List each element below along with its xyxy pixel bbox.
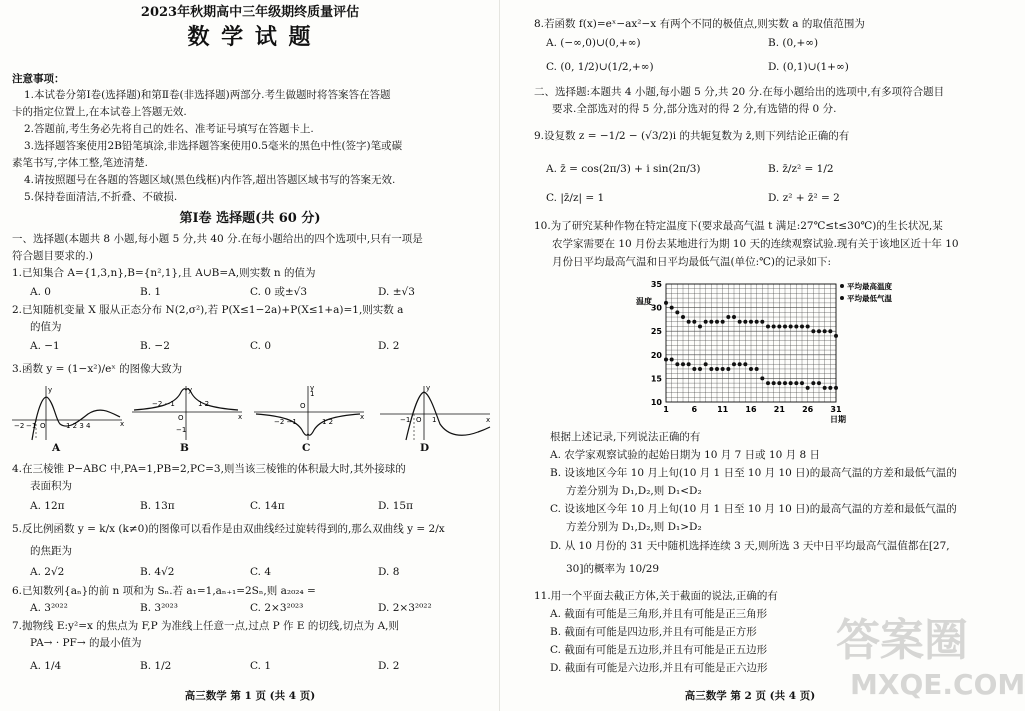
max-temp-point bbox=[755, 320, 759, 324]
q7-option-b: B. 1/2 bbox=[140, 660, 172, 672]
max-temp-point bbox=[783, 324, 787, 328]
q3-label-a: A bbox=[52, 442, 61, 454]
min-temp-point bbox=[715, 367, 719, 371]
q8-option-d: D. (0,1)∪(1+∞) bbox=[768, 61, 849, 73]
q5-option-c: C. 4 bbox=[250, 566, 272, 578]
q3-graph-c bbox=[252, 384, 367, 442]
svg-text:x: x bbox=[360, 413, 365, 421]
min-temp-point bbox=[692, 367, 696, 371]
min-temp-point bbox=[709, 367, 713, 371]
x-tick-label: 16 bbox=[745, 405, 757, 414]
q8-option-a: A. (−∞,0)∪(0,+∞) bbox=[546, 37, 641, 49]
x-tick-label: 6 bbox=[691, 405, 698, 414]
q5-stem-cont: 的焦距为 bbox=[30, 545, 72, 557]
x-axis-label: 日期 bbox=[830, 415, 846, 424]
min-temp-point bbox=[806, 386, 810, 390]
q6-option-d: D. 2×3²⁰²² bbox=[378, 602, 432, 614]
max-temp-point bbox=[760, 320, 764, 324]
svg-text:O: O bbox=[300, 402, 306, 410]
legend-marker bbox=[840, 296, 844, 300]
min-temp-point bbox=[675, 362, 679, 366]
note-5: 5.保持卷面清洁,不折叠、不破损. bbox=[24, 191, 178, 203]
x-tick-label: 21 bbox=[773, 405, 785, 414]
q8-option-c: C. (0, 1/2)∪(1/2,+∞) bbox=[546, 61, 654, 73]
min-temp-point bbox=[834, 386, 838, 390]
svg-text:−1: −1 bbox=[26, 422, 37, 430]
q11-option-a: A. 截面有可能是三角形,并且有可能是正三角形 bbox=[550, 608, 768, 620]
q1-option-d: D. ±√3 bbox=[378, 286, 415, 298]
svg-text:1 2: 1 2 bbox=[198, 400, 210, 408]
page-title: 数 学 试 题 bbox=[187, 24, 313, 50]
min-temp-point bbox=[817, 381, 821, 385]
q2-option-b: B. −2 bbox=[140, 340, 170, 352]
q7-stem-cont: PA→ · PF→ 的最小值为 bbox=[30, 637, 142, 649]
min-temp-point bbox=[794, 381, 798, 385]
page-2 bbox=[500, 0, 1025, 711]
q1-option-c: C. 0 或±√3 bbox=[250, 286, 308, 298]
min-temp-point bbox=[811, 381, 815, 385]
max-temp-point bbox=[811, 329, 815, 333]
x-tick-label: 11 bbox=[717, 405, 729, 414]
min-temp-point bbox=[823, 386, 827, 390]
q10-prompt: 根据上述记录,下列说法正确的有 bbox=[550, 431, 701, 443]
min-temp-point bbox=[749, 367, 753, 371]
legend-marker bbox=[840, 284, 844, 288]
min-temp-point bbox=[766, 381, 770, 385]
svg-text:y: y bbox=[426, 384, 431, 392]
q7-stem: 7.抛物线 E:y²=x 的焦点为 F,P 为准线上任意一点,过点 P 作 E 的切线,切点为 A,则 bbox=[12, 620, 399, 632]
legend-label: 平均最低气温 bbox=[847, 294, 892, 303]
max-temp-point bbox=[721, 320, 725, 324]
min-temp-point bbox=[721, 367, 725, 371]
min-temp-point bbox=[704, 362, 708, 366]
q2-option-d: D. 2 bbox=[378, 340, 400, 352]
page-1 bbox=[0, 0, 500, 711]
note-1b: 卡的指定位置上,在本试卷上答题无效. bbox=[12, 106, 187, 118]
max-temp-point bbox=[670, 306, 674, 310]
min-temp-point bbox=[664, 358, 668, 362]
note-1: 1.本试卷分第Ⅰ卷(选择题)和第Ⅱ卷(非选择题)两部分.考生做题时将答案答在答题 bbox=[24, 89, 391, 101]
q2-stem: 2.已知随机变量 X 服从正态分布 N(2,σ²),若 P(X≤1−2a)+P(X≤1+a)=1,则实数 a bbox=[12, 304, 404, 316]
max-temp-point bbox=[772, 324, 776, 328]
q3-stem: 3.函数 y = (1−x²)/eˣ 的图像大致为 bbox=[12, 363, 183, 375]
q10-option-c: C. 设该地区今年 10 月上旬(10 月 1 日至 10 月 10 日)的最高气温的方差和最低气温的 bbox=[550, 503, 957, 515]
q1-stem: 1.已知集合 A={1,3,n},B={n²,1},且 A∪B=A,则实数 n 的值为 bbox=[12, 267, 316, 279]
q10-option-a: A. 农学家观察试验的起始日期为 10 月 7 日或 10 月 8 日 bbox=[550, 449, 821, 461]
svg-text:−1: −1 bbox=[400, 416, 411, 424]
min-temp-point bbox=[828, 386, 832, 390]
q4-option-c: C. 14π bbox=[250, 500, 285, 512]
q3-graph-b bbox=[130, 384, 245, 442]
x-tick-label: 1 bbox=[663, 405, 669, 414]
q4-option-a: A. 12π bbox=[30, 500, 65, 512]
q6-option-b: B. 3²⁰²³ bbox=[140, 602, 178, 614]
svg-text:O: O bbox=[40, 422, 46, 430]
max-temp-point bbox=[777, 324, 781, 328]
watermark-logo: 答案圈 bbox=[836, 615, 968, 666]
q10-option-d: D. 从 10 月份的 31 天中随机选择连续 3 天,则所选 3 天中日平均最高气温值都在[27, bbox=[550, 540, 950, 552]
q3-label-b: B bbox=[180, 442, 189, 454]
q3-graph-d bbox=[378, 384, 493, 442]
max-temp-point bbox=[828, 329, 832, 333]
svg-text:1: 1 bbox=[310, 390, 315, 398]
q7-option-a: A. 1/4 bbox=[30, 660, 62, 672]
q5-stem: 5.反比例函数 y = k/x (k≠0)的图像可以看作是由双曲线经过旋转得到的,那么双曲线 y = 2/x bbox=[12, 523, 445, 535]
max-temp-point bbox=[817, 329, 821, 333]
q1-option-b: B. 1 bbox=[140, 286, 162, 298]
q11-option-b: B. 截面有可能是四边形,并且有可能是正方形 bbox=[550, 626, 757, 638]
min-temp-point bbox=[800, 381, 804, 385]
q6-option-c: C. 2×3²⁰²³ bbox=[250, 602, 304, 614]
sec2-line2: 要求.全部选对的得 5 分,部分选对的得 2 分,有选错的得 0 分. bbox=[552, 103, 837, 115]
q5-option-b: B. 4√2 bbox=[140, 566, 175, 578]
q4-option-d: D. 15π bbox=[378, 500, 413, 512]
min-temp-point bbox=[698, 367, 702, 371]
q6-stem: 6.已知数列{aₙ}的前 n 项和为 Sₙ.若 a₁=1,aₙ₊₁=2Sₙ,则 a₂₀₂₄ = bbox=[12, 585, 316, 597]
min-temp-point bbox=[687, 362, 691, 366]
note-3: 3.选择题答案使用2B铅笔填涂,非选择题答案使用0.5毫米的黑色中性(签字)笔或碳 bbox=[24, 140, 403, 152]
min-temp-point bbox=[738, 362, 742, 366]
sec2-line1: 二、选择题:本题共 4 小题,每小题 5 分,共 20 分.在每小题给出的选项中,有多项符合题目 bbox=[534, 86, 945, 98]
min-temp-point bbox=[743, 362, 747, 366]
q6-option-a: A. 3²⁰²² bbox=[30, 602, 68, 614]
q2-option-a: A. −1 bbox=[30, 340, 60, 352]
max-temp-point bbox=[834, 334, 838, 338]
q2-option-c: C. 0 bbox=[250, 340, 272, 352]
max-temp-point bbox=[766, 324, 770, 328]
y-axis-label: 温度 bbox=[636, 297, 652, 306]
y-tick-label: 25 bbox=[650, 327, 662, 337]
svg-text:O: O bbox=[416, 416, 422, 424]
svg-text:1 2: 1 2 bbox=[322, 418, 334, 426]
max-temp-point bbox=[794, 324, 798, 328]
watermark-url: MXQE.COM bbox=[850, 668, 1025, 701]
q9-option-d: D. z² + z̄² = 2 bbox=[768, 192, 840, 204]
sec1-line1: 一、选择题(本题共 8 小题,每小题 5 分,共 40 分.在每小题给出的四个选项中,只有一项是 bbox=[12, 233, 423, 245]
x-tick-label: 31 bbox=[830, 405, 842, 414]
note-2: 2.答题前,考生务必先将自己的姓名、准考证号填写在答题卡上. bbox=[24, 123, 314, 135]
q9-stem: 9.设复数 z = −1/2 − (√3/2)i 的共轭复数为 z̄,则下列结论正确的有 bbox=[534, 130, 850, 142]
y-tick-label: 10 bbox=[650, 398, 662, 407]
q8-stem: 8.若函数 f(x)=eˣ−ax²−x 有两个不同的极值点,则实数 a 的取值范围为 bbox=[534, 18, 865, 30]
max-temp-point bbox=[681, 315, 685, 319]
svg-text:x: x bbox=[238, 413, 243, 421]
q10-option-b-cont: 方差分别为 D₁,D₂,则 D₁<D₂ bbox=[566, 485, 702, 497]
svg-text:y: y bbox=[48, 386, 53, 394]
svg-text:−2: −2 bbox=[14, 422, 25, 430]
max-temp-point bbox=[806, 324, 810, 328]
max-temp-point bbox=[732, 315, 736, 319]
q5-option-a: A. 2√2 bbox=[30, 566, 65, 578]
svg-text:y: y bbox=[188, 386, 193, 394]
svg-text:1: 1 bbox=[432, 416, 437, 424]
footer-page-2: 高三数学 第 2 页 (共 4 页) bbox=[684, 690, 816, 702]
max-temp-point bbox=[709, 320, 713, 324]
q4-stem: 4.在三棱锥 P−ABC 中,PA=1,PB=2,PC=3,则当该三棱锥的体积最大时,其外接球的 bbox=[12, 463, 406, 475]
q11-option-c: C. 截面有可能是五边形,并且有可能是正五边形 bbox=[550, 644, 768, 656]
q4-stem-cont: 表面积为 bbox=[30, 480, 72, 492]
max-temp-point bbox=[743, 320, 747, 324]
q3-label-d: D bbox=[420, 442, 430, 454]
y-tick-label: 15 bbox=[650, 374, 662, 384]
q10-option-b: B. 设该地区今年 10 月上旬(10 月 1 日至 10 月 10 日)的最高气温的方差和最低气温的 bbox=[550, 467, 957, 479]
note-3b: 素笔书写,字体工整,笔迹清楚. bbox=[12, 157, 149, 169]
min-temp-point bbox=[789, 381, 793, 385]
legend-label: 平均最高温度 bbox=[847, 282, 892, 291]
notes-heading: 注意事项： bbox=[12, 73, 65, 85]
max-temp-point bbox=[675, 310, 679, 314]
q4-option-b: B. 13π bbox=[140, 500, 175, 512]
q10-line2: 农学家需要在 10 月份去某地进行为期 10 天的连续观察试验.现有关于该地区近十年 10 bbox=[552, 238, 959, 250]
min-temp-point bbox=[777, 381, 781, 385]
q8-option-b: B. (0,+∞) bbox=[768, 37, 819, 49]
max-temp-point bbox=[704, 320, 708, 324]
q9-option-a: A. z̄ = cos(2π/3) + i sin(2π/3) bbox=[546, 163, 701, 175]
min-temp-point bbox=[783, 381, 787, 385]
max-temp-point bbox=[789, 324, 793, 328]
svg-text:x: x bbox=[486, 416, 491, 424]
svg-text:−2 −1: −2 −1 bbox=[274, 418, 297, 426]
max-temp-point bbox=[698, 324, 702, 328]
min-temp-point bbox=[760, 376, 764, 380]
q10-line1: 10.为了研究某种作物在特定温度下(要求最高气温 t 满足:27℃≤t≤30℃)的生长状况,某 bbox=[534, 220, 943, 232]
min-temp-point bbox=[772, 381, 776, 385]
q3-label-c: C bbox=[302, 442, 311, 454]
y-tick-label: 30 bbox=[650, 303, 662, 313]
q9-option-c: C. |z̄/z| = 1 bbox=[546, 192, 605, 204]
max-temp-point bbox=[687, 320, 691, 324]
min-temp-point bbox=[681, 362, 685, 366]
max-temp-point bbox=[823, 329, 827, 333]
min-temp-point bbox=[726, 367, 730, 371]
x-tick-label: 26 bbox=[802, 405, 814, 414]
footer-page-1: 高三数学 第 1 页 (共 4 页) bbox=[184, 690, 316, 702]
temperature-chart bbox=[630, 276, 920, 426]
q2-stem-cont: 的值为 bbox=[30, 321, 62, 333]
q11-stem: 11.用一个平面去截正方体,关于截面的说法,正确的有 bbox=[534, 590, 778, 602]
svg-text:−1: −1 bbox=[176, 426, 187, 434]
max-temp-point bbox=[664, 301, 668, 305]
q7-option-d: D. 2 bbox=[378, 660, 400, 672]
svg-text:−2 −1: −2 −1 bbox=[152, 400, 175, 408]
q10-option-c-cont: 方差分别为 D₁,D₂,则 D₁>D₂ bbox=[566, 521, 702, 533]
part1-title: 第Ⅰ卷 选择题(共 60 分) bbox=[179, 211, 321, 226]
q5-option-d: D. 8 bbox=[378, 566, 400, 578]
svg-text:1 2 3 4: 1 2 3 4 bbox=[66, 422, 91, 430]
svg-text:y: y bbox=[310, 384, 315, 392]
y-tick-label: 20 bbox=[650, 350, 662, 360]
q10-line3: 月份日平均最高气温和日平均最低气温(单位:℃)的记录如下: bbox=[552, 256, 832, 268]
q10-option-d-cont: 30]的概率为 10/29 bbox=[566, 563, 660, 575]
min-temp-point bbox=[732, 362, 736, 366]
min-temp-point bbox=[755, 367, 759, 371]
exam-line: 2023年秋期高中三年级期终质量评估 bbox=[140, 5, 360, 20]
max-temp-point bbox=[738, 320, 742, 324]
min-temp-point bbox=[670, 358, 674, 362]
q11-option-d: D. 截面有可能是六边形,并且有可能是正六边形 bbox=[550, 662, 768, 674]
max-temp-point bbox=[726, 315, 730, 319]
q3-graph-a bbox=[10, 384, 125, 442]
svg-text:x: x bbox=[120, 420, 125, 428]
q7-option-c: C. 1 bbox=[250, 660, 272, 672]
svg-text:O: O bbox=[178, 414, 184, 422]
note-4: 4.请按照题号在各题的答题区域(黑色线框)内作答,超出答题区域书写的答案无效. bbox=[24, 174, 396, 186]
y-tick-label: 35 bbox=[650, 280, 662, 289]
q1-option-a: A. 0 bbox=[30, 286, 51, 298]
sec1-line2: 符合题目要求的.) bbox=[12, 250, 93, 262]
max-temp-point bbox=[749, 320, 753, 324]
max-temp-point bbox=[800, 324, 804, 328]
max-temp-point bbox=[715, 320, 719, 324]
q9-option-b: B. z̄/z² = 1/2 bbox=[768, 163, 834, 175]
max-temp-point bbox=[692, 320, 696, 324]
